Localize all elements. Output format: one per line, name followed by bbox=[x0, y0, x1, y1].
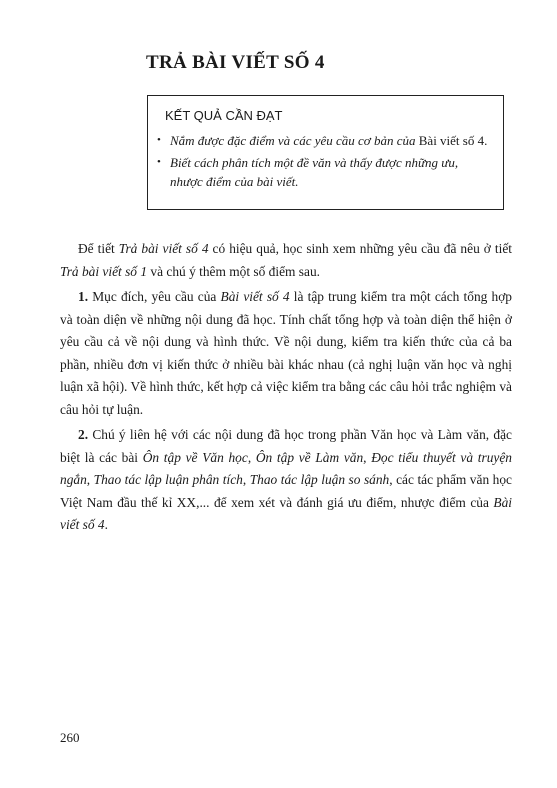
outcome-text: Bài viết số 4. bbox=[415, 133, 488, 148]
page-title: TRẢ BÀI VIẾT SỐ 4 bbox=[146, 52, 325, 73]
text-run: . bbox=[104, 517, 108, 532]
point-2-paragraph bbox=[60, 424, 512, 537]
outcome-text-italic: Nắm được đặc điểm và các yêu cầu cơ bản của bbox=[170, 133, 416, 148]
text-run: , bbox=[363, 449, 372, 465]
bullet-icon: • bbox=[157, 134, 161, 146]
point-1-paragraph bbox=[60, 286, 512, 421]
outcomes-heading: KẾT QUẢ CẦN ĐẠT bbox=[165, 108, 283, 123]
point-number: 2. bbox=[78, 427, 89, 442]
text-run: Để tiết bbox=[78, 241, 119, 256]
learning-outcomes-box bbox=[147, 95, 504, 210]
text-run: Mục đích, yêu cầu của bbox=[88, 289, 221, 304]
outcome-text-italic: Biết cách phân tích một đề văn và thấy được những ưu, nhược điểm của bài viết. bbox=[170, 155, 459, 189]
text-run: , bbox=[242, 472, 250, 487]
italic-run: Thao tác lập luận phân tích bbox=[93, 472, 243, 487]
point-number: 1. bbox=[78, 289, 89, 304]
italic-run: Đọc tiểu thuyết và truyện ngắn bbox=[60, 449, 512, 487]
outcome-item bbox=[157, 153, 491, 191]
text-run: và chú ý thêm một số điểm sau. bbox=[147, 263, 320, 279]
italic-run: Trả bài viết số 1 bbox=[60, 263, 148, 279]
text-run: Chú ý liên hệ với các nội dung đã học trong phần Văn học và Làm văn, đặc biệt là các bài bbox=[60, 427, 512, 465]
text-run: , bbox=[247, 449, 256, 465]
italic-run: Bài viết số 4 bbox=[220, 289, 290, 304]
italic-run: Ôn tập về Làm văn bbox=[255, 449, 364, 465]
body-text bbox=[60, 238, 512, 537]
italic-run: Thao tác lập luận so sánh bbox=[249, 472, 390, 487]
italic-run: Ôn tập về Văn học bbox=[142, 449, 248, 465]
page-number: 260 bbox=[60, 730, 80, 745]
text-run: , bbox=[86, 472, 94, 487]
italic-run: Trả bài viết số 4 bbox=[118, 241, 209, 256]
bullet-icon: • bbox=[157, 156, 161, 168]
outcome-item bbox=[157, 131, 491, 150]
intro-paragraph bbox=[60, 238, 512, 283]
text-run: là tập trung kiểm tra một cách tổng hợp và toàn diện về những nội dung đã học. Tính chất tổng hợp và toàn diện thể hiện ở yêu cầu cả về nội dung và hình thức. Về nội dung, kiểm tra kiến thức của cả ba phần, nhiều đơn vị kiến thức ở nhiều bài khác nhau (cả nghị luận văn học và nghị luận xã hội). Về hình thức, kết hợp cả việc kiểm tra bằng các câu hỏi trắc nghiệm và câu hỏi tự luận. bbox=[60, 289, 512, 417]
text-run: , các tác phẩm văn học Việt Nam đầu thế kỉ XX,... để xem xét và đánh giá ưu điểm, nhược điểm của bbox=[60, 472, 512, 510]
italic-run: Bài viết số 4 bbox=[60, 494, 512, 532]
text-run: có hiệu quả, học sinh xem những yêu cầu đã nêu ở tiết bbox=[208, 241, 513, 256]
